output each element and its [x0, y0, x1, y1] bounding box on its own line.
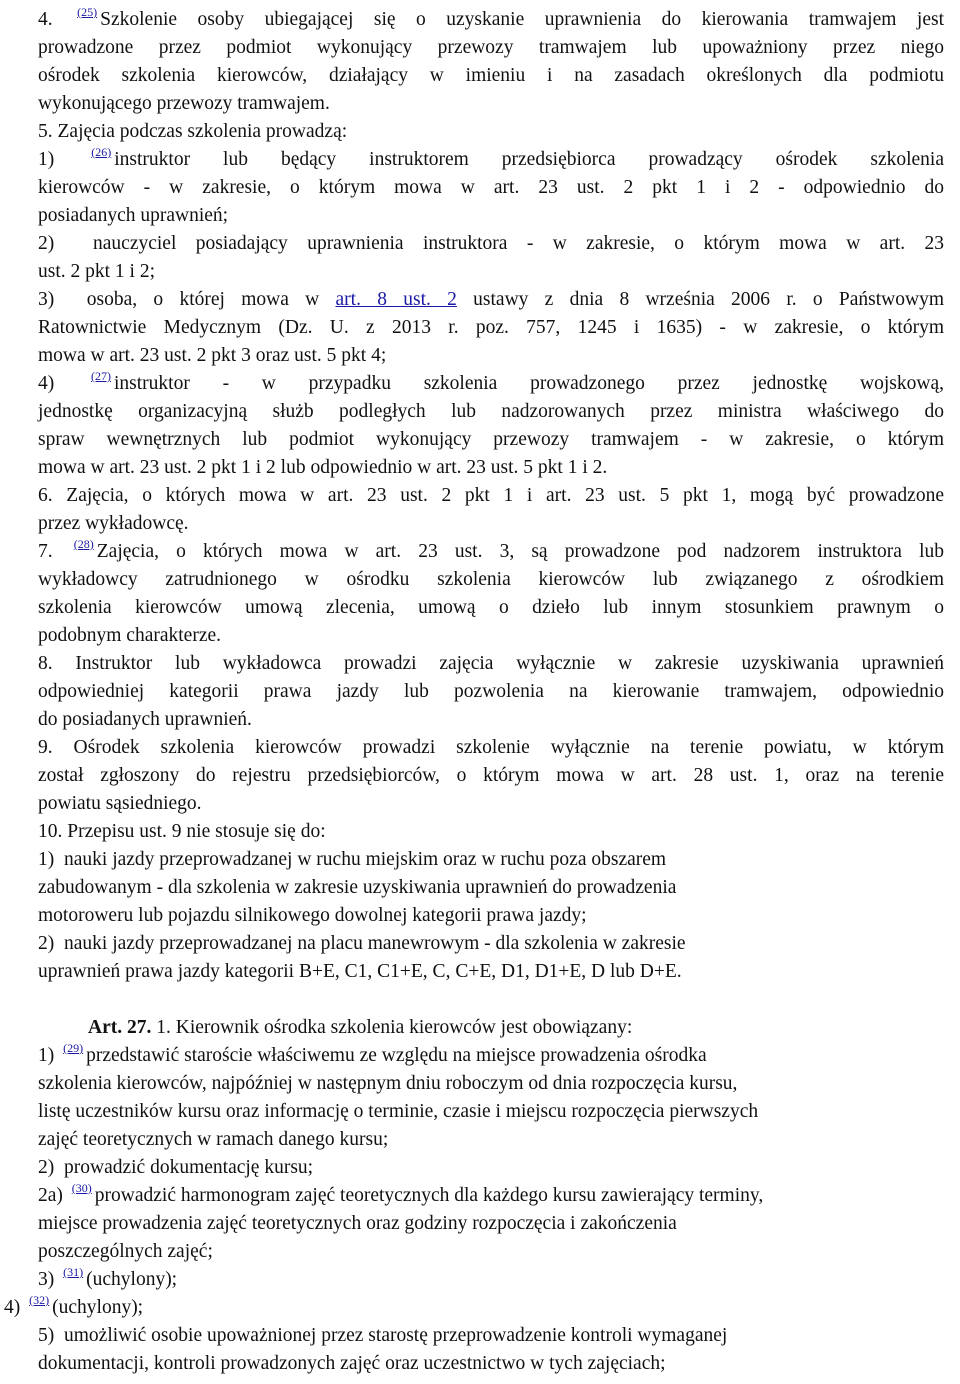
text-segment: 6. Zajęcia, o których mowa w art. 23 ust. 2 pkt 1 i art. 23 ust. 5 pkt 1, mogą być prowadzone	[38, 485, 944, 506]
text-line	[38, 622, 221, 650]
text-segment: szkolenia kierowców, najpóźniej w następnym dniu roboczym od dnia rozpoczęcia kursu,	[38, 1073, 738, 1094]
article-heading: Art. 27.	[88, 1017, 152, 1038]
text-line	[38, 678, 944, 706]
text-segment: 3)	[38, 1269, 60, 1290]
text-segment: został zgłoszony do rejestru przedsiębiorców, o którym mowa w art. 28 ust. 1, oraz na terenie	[38, 765, 944, 786]
text-line	[38, 202, 228, 230]
footnote-link[interactable]: (29)	[63, 1041, 84, 1055]
text-segment: 1)	[38, 149, 88, 170]
article-link[interactable]: art. 8 ust. 2	[335, 289, 457, 310]
footnote-link[interactable]: (32)	[29, 1293, 50, 1307]
text-segment: 2) nauczyciel posiadający uprawnienia instruktora - w zakresie, o którym mowa w art. 23	[38, 233, 944, 254]
text-segment: dokumentacji, kontroli prowadzonych zajęć oraz uczestnictwo w tych zajęciach;	[38, 1353, 666, 1374]
text-line	[38, 370, 944, 398]
text-segment: poszczególnych zajęć;	[38, 1241, 213, 1262]
text-segment: 1) nauki jazdy przeprowadzanej w ruchu miejskim oraz w ruchu poza obszarem	[38, 849, 667, 870]
text-segment: uprawnień prawa jazdy kategorii B+E, C1, C1+E, C, C+E, D1, D1+E, D lub D+E.	[38, 961, 682, 982]
text-line	[38, 482, 944, 510]
text-line	[38, 734, 944, 762]
text-line	[38, 258, 155, 286]
text-line	[38, 1126, 388, 1154]
text-line	[38, 118, 347, 146]
text-line	[38, 958, 682, 986]
text-segment: ośrodek szkolenia kierowców, działający w imieniu i na zasadach określonych dla podmiotu	[38, 65, 944, 86]
text-segment: 5. Zajęcia podczas szkolenia prowadzą:	[38, 121, 348, 142]
text-segment: przedstawić staroście właściwemu ze względu na miejsce prowadzenia ośrodka	[86, 1045, 707, 1066]
footnote-link[interactable]: (25)	[77, 5, 98, 19]
text-line	[38, 146, 944, 174]
text-segment: instruktor - w przypadku szkolenia prowadzonego przez jednostkę wojskową,	[114, 373, 944, 394]
text-line	[38, 706, 252, 734]
text-line	[38, 874, 676, 902]
text-line	[38, 650, 944, 678]
footnote-link[interactable]: (26)	[91, 145, 112, 159]
text-segment: ust. 2 pkt 1 i 2;	[38, 261, 156, 282]
text-line	[38, 426, 944, 454]
text-line	[38, 1322, 727, 1350]
text-line	[38, 930, 686, 958]
text-segment: 8. Instruktor lub wykładowca prowadzi zajęcia wyłącznie w zakresie uzyskiwania uprawnień	[38, 653, 944, 674]
text-segment: Szkolenie osoby ubiegającej się o uzyskanie uprawnienia do kierowania tramwajem jest	[100, 9, 944, 30]
text-segment: 4.	[38, 9, 74, 30]
text-line	[38, 1070, 737, 1098]
text-segment: (uchylony);	[52, 1297, 144, 1318]
text-line	[38, 902, 587, 930]
text-line	[38, 342, 386, 370]
text-line	[38, 1238, 213, 1266]
footnote-link[interactable]: (31)	[63, 1265, 84, 1279]
text-segment: zajęć teoretycznych w ramach danego kursu;	[38, 1129, 389, 1150]
text-segment: 10. Przepisu ust. 9 nie stosuje się do:	[38, 821, 326, 842]
text-line	[38, 1098, 758, 1126]
text-line	[38, 1154, 313, 1182]
footnote-link[interactable]: (28)	[73, 537, 94, 551]
text-line	[38, 230, 944, 258]
text-line	[38, 1182, 763, 1210]
text-segment: prowadzić harmonogram zajęć teoretycznych dla każdego kursu zawierający terminy,	[94, 1185, 764, 1206]
text-segment: listę uczestników kursu oraz informację o terminie, czasie i miejscu rozpoczęcia pierwszych	[38, 1101, 759, 1122]
footnote-link[interactable]: (30)	[71, 1181, 92, 1195]
text-segment: 2a)	[38, 1185, 68, 1206]
text-line	[38, 1350, 666, 1378]
text-segment: mowa w art. 23 ust. 2 pkt 3 oraz ust. 5 pkt 4;	[38, 345, 387, 366]
text-line	[38, 454, 607, 482]
text-line	[38, 846, 666, 874]
text-segment: miejsce prowadzenia zajęć teoretycznych oraz godziny rozpoczęcia i zakończenia	[38, 1213, 677, 1234]
text-line	[38, 90, 330, 118]
text-segment: odpowiedniej kategorii prawa jazdy lub pozwolenia na kierowanie tramwajem, odpowiednio	[38, 681, 944, 702]
text-segment: 3) osoba, o której mowa w	[38, 289, 336, 310]
text-line	[38, 1042, 707, 1070]
text-segment: 2) prowadzić dokumentację kursu;	[38, 1157, 314, 1178]
text-line	[4, 1294, 143, 1322]
text-segment: zabudowanym - dla szkolenia w zakresie uzyskiwania uprawnień do prowadzenia	[38, 877, 677, 898]
text-line	[38, 594, 944, 622]
text-segment: motoroweru lub pojazdu silnikowego dowolnej kategorii prawa jazdy;	[38, 905, 587, 926]
text-segment: 4)	[4, 1297, 26, 1318]
text-segment: kierowców - w zakresie, o którym mowa w art. 23 ust. 2 pkt 1 i 2 - odpowiednio do	[38, 177, 944, 198]
text-segment: przez wykładowcę.	[38, 513, 189, 534]
text-line	[38, 762, 944, 790]
text-line	[38, 1266, 177, 1294]
text-segment: Ratownictwie Medycznym (Dz. U. z 2013 r. poz. 757, 1245 i 1635) - w zakresie, o którym	[38, 317, 944, 338]
text-segment: ustawy z dnia 8 września 2006 r. o Państwowym	[456, 289, 944, 310]
text-segment: spraw wewnętrznych lub podmiot wykonujący przewozy tramwajem - w zakresie, o którym	[38, 429, 944, 450]
text-segment: 4)	[38, 373, 87, 394]
text-segment: Zajęcia, o których mowa w art. 23 ust. 3, są prowadzone pod nadzorem instruktora lub	[96, 541, 944, 562]
text-line	[38, 174, 944, 202]
text-line	[38, 818, 326, 846]
text-segment: powiatu sąsiedniego.	[38, 793, 202, 814]
text-line	[38, 286, 944, 314]
footnote-link[interactable]: (27)	[91, 369, 111, 383]
text-line	[38, 510, 189, 538]
text-segment: 7.	[38, 541, 70, 562]
text-line	[38, 538, 944, 566]
text-segment: wykonującego przewozy tramwajem.	[38, 93, 330, 114]
text-segment: do posiadanych uprawnień.	[38, 709, 252, 730]
text-line	[38, 398, 944, 426]
text-line	[88, 1014, 632, 1042]
text-line	[38, 6, 944, 34]
text-segment: podobnym charakterze.	[38, 625, 222, 646]
text-segment: 5) umożliwić osobie upoważnionej przez starostę przeprowadzenie kontroli wymaganej	[38, 1325, 728, 1346]
text-line	[38, 566, 944, 594]
text-line	[38, 34, 944, 62]
text-segment: prowadzone przez podmiot wykonujący przewozy tramwajem lub upoważniony przez niego	[38, 37, 944, 58]
text-segment: jednostkę organizacyjną służb podległych lub nadzorowanych przez ministra właściwego do	[38, 401, 944, 422]
text-segment: 1)	[38, 1045, 60, 1066]
text-segment: posiadanych uprawnień;	[38, 205, 229, 226]
text-line	[38, 790, 202, 818]
text-segment: instruktor lub będący instruktorem przedsiębiorca prowadzący ośrodek szkolenia	[114, 149, 944, 170]
text-segment: wykładowcy zatrudnionego w ośrodku szkolenia kierowców lub związanego z ośrodkiem	[38, 569, 944, 590]
text-segment: szkolenia kierowców umową zlecenia, umową o dzieło lub innym stosunkiem prawnym o	[38, 597, 944, 618]
text-line	[38, 1210, 677, 1238]
text-segment: 1. Kierownik ośrodka szkolenia kierowców jest obowiązany:	[151, 1017, 633, 1038]
text-segment: 9. Ośrodek szkolenia kierowców prowadzi szkolenie wyłącznie na terenie powiatu, w którym	[38, 737, 944, 758]
text-segment: 2) nauki jazdy przeprowadzanej na placu manewrowym - dla szkolenia w zakresie	[38, 933, 686, 954]
text-segment: mowa w art. 23 ust. 2 pkt 1 i 2 lub odpowiednio w art. 23 ust. 5 pkt 1 i 2.	[38, 457, 608, 478]
text-line	[38, 314, 944, 342]
text-segment: (uchylony);	[86, 1269, 178, 1290]
text-line	[38, 62, 944, 90]
